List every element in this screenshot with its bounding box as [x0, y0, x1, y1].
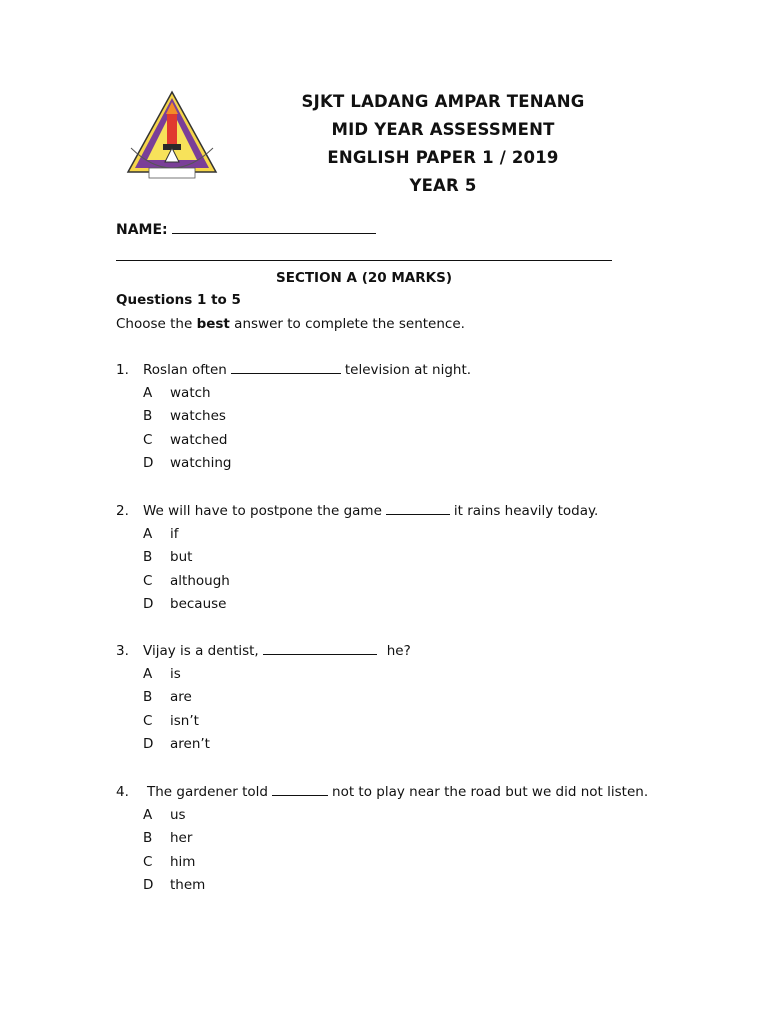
option-text: watching	[170, 455, 232, 472]
option-letter: B	[143, 830, 153, 847]
option-letter: C	[143, 431, 153, 448]
name-blank[interactable]	[172, 221, 376, 234]
answer-blank[interactable]	[263, 641, 377, 655]
option-text: her	[170, 830, 193, 847]
option-text: but	[170, 549, 193, 566]
section-title: SECTION A (20 MARKS)	[276, 270, 452, 286]
option-text: although	[170, 572, 230, 589]
question-text: We will have to postpone the game	[143, 503, 382, 519]
question-range: Questions 1 to 5	[116, 292, 241, 308]
option-letter: A	[143, 807, 153, 823]
options-list	[143, 523, 676, 617]
year-label: YEAR 5	[409, 176, 477, 195]
option-d[interactable]	[143, 874, 656, 897]
answer-blank[interactable]	[231, 360, 341, 374]
option-b[interactable]	[143, 686, 676, 709]
options-list	[143, 663, 676, 757]
option-d[interactable]	[143, 593, 676, 616]
option-letter: B	[143, 408, 153, 425]
option-letter: D	[143, 877, 154, 894]
option-text: watches	[170, 408, 226, 425]
answer-blank[interactable]	[386, 501, 450, 515]
option-text: are	[170, 689, 192, 706]
option-letter: D	[143, 596, 154, 613]
answer-blank[interactable]	[272, 782, 328, 796]
option-c[interactable]	[143, 710, 676, 733]
option-text: us	[170, 807, 186, 823]
name-label: NAME:	[116, 222, 168, 238]
question-text: The gardener told	[147, 784, 269, 800]
option-text: watched	[170, 431, 228, 448]
option-d[interactable]	[143, 452, 676, 475]
question-text-after: he?	[386, 643, 411, 659]
option-a[interactable]	[143, 804, 656, 827]
option-letter: D	[143, 736, 154, 753]
option-c[interactable]	[143, 570, 676, 593]
option-letter: D	[143, 455, 154, 472]
question-number: 1.	[116, 362, 129, 378]
question-text-after: it rains heavily today.	[453, 503, 599, 519]
option-text: aren’t	[170, 736, 210, 753]
question-1	[116, 359, 676, 476]
option-letter: A	[143, 526, 153, 542]
option-text: because	[170, 596, 227, 613]
option-b[interactable]	[143, 546, 676, 569]
option-text: watch	[170, 385, 211, 401]
options-list	[143, 382, 676, 476]
name-continuation-line	[116, 260, 612, 261]
instruction	[116, 316, 465, 332]
option-letter: A	[143, 385, 153, 401]
instruction-after: answer to complete the sentence.	[229, 316, 465, 332]
option-letter: B	[143, 549, 153, 566]
question-number: 3.	[116, 643, 129, 659]
name-row	[116, 221, 376, 238]
option-a[interactable]	[143, 523, 676, 546]
option-text: if	[170, 526, 179, 542]
question-text-after: television at night.	[344, 362, 472, 378]
question-text: Vijay is a dentist,	[143, 643, 259, 659]
option-text: them	[170, 877, 206, 894]
question-3	[116, 640, 676, 757]
assessment-title: MID YEAR ASSESSMENT	[331, 120, 555, 139]
option-text: him	[170, 853, 196, 870]
option-a[interactable]	[143, 663, 676, 686]
option-c[interactable]	[143, 851, 656, 874]
question-number: 2.	[116, 503, 129, 519]
instruction-bold: best	[196, 316, 230, 332]
option-d[interactable]	[143, 733, 676, 756]
option-letter: C	[143, 853, 153, 870]
school-logo	[123, 88, 221, 182]
paper-title: ENGLISH PAPER 1 / 2019	[327, 148, 559, 167]
option-text: is	[170, 666, 181, 682]
instruction-before: Choose the	[116, 316, 197, 332]
option-letter: A	[143, 666, 153, 682]
question-number: 4.	[116, 784, 129, 800]
option-b[interactable]	[143, 405, 676, 428]
school-name: SJKT LADANG AMPAR TENANG	[301, 92, 585, 111]
option-letter: B	[143, 689, 153, 706]
exam-header	[280, 88, 606, 200]
question-2	[116, 500, 676, 617]
option-b[interactable]	[143, 827, 656, 850]
question-text: Roslan often	[143, 362, 227, 378]
options-list	[143, 804, 656, 898]
option-letter: C	[143, 572, 153, 589]
option-letter: C	[143, 712, 153, 729]
option-a[interactable]	[143, 382, 676, 405]
question-text-after: not to play near the road but we did not listen.	[332, 784, 649, 800]
option-text: isn’t	[170, 712, 199, 729]
question-4	[116, 781, 656, 898]
option-c[interactable]	[143, 429, 676, 452]
